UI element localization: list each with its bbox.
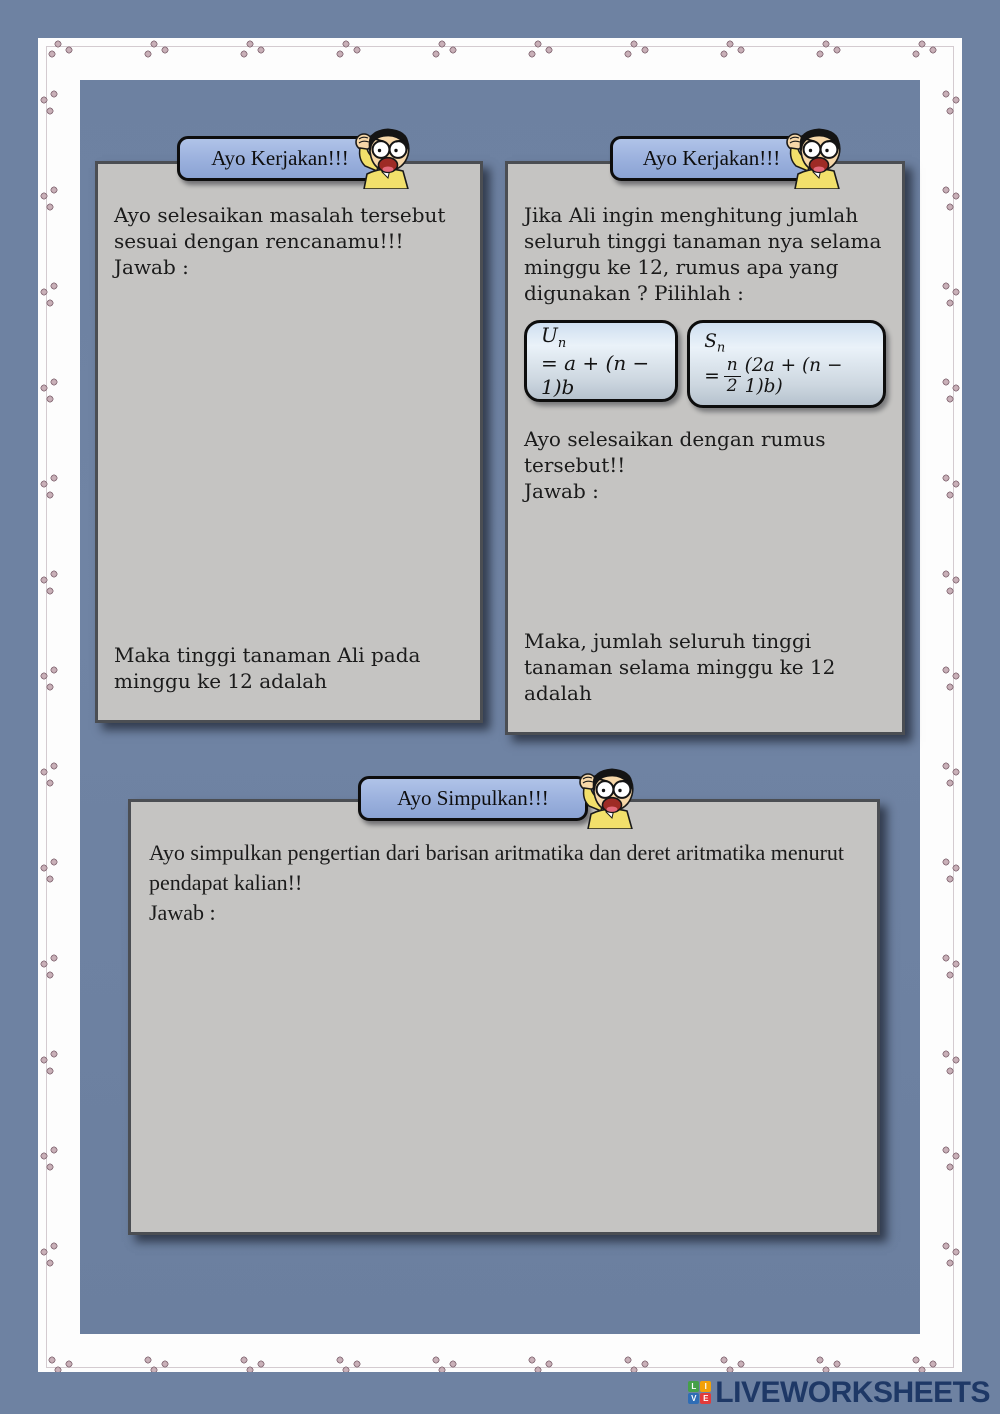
left-answer-label: Jawab : [114,255,189,279]
tile-i: I [700,1381,711,1392]
dot-pattern-top [38,38,962,80]
conclusion-prompt: Ayo simpulkan pengertian dari barisan aritmatika dan deret aritmatika menurut pendapat kalian!! [149,840,845,895]
banner-ayo-simpulkan [358,776,588,821]
left-conclusion-text: Maka tinggi tanaman Ali pada minggu ke 12 adalah [114,643,421,693]
formula-choices [524,320,886,408]
fraction: $\frac{n}{2}$ [724,357,741,396]
formula-un-line1: $U_n$ [541,323,567,351]
conclusion-panel [128,799,880,1235]
conclusion-answer-label: Jawab : [149,900,216,925]
right-task-panel [505,161,905,735]
left-answer-area[interactable] [114,280,464,642]
banner-right-label: Ayo Kerjakan!!! [642,146,781,170]
formula-option-un-button[interactable] [524,320,678,402]
right-solve-prompt: Ayo selesaikan dengan rumus tersebut!! [524,427,826,477]
formula-sn-line1: $S_n$ [704,330,726,356]
tile-l: L [688,1381,699,1392]
formula-un-line2: = a + (n − 1)b [541,351,650,399]
banner-left-label: Ayo Kerjakan!!! [211,146,349,170]
left-task-prompt: Ayo selesaikan masalah tersebut sesuai dengan rencanamu!!! [114,203,446,253]
formula-option-sn-button[interactable] [687,320,886,408]
brand-text: LIVEWORKSHEETS [715,1376,990,1409]
nobita-character-icon [351,125,411,189]
right-conclusion-text: Maka, jumlah seluruh tinggi tanaman selama minggu ke 12 adalah [524,629,836,705]
conclusion-answer-area[interactable] [149,928,859,1218]
left-task-panel [95,161,483,723]
liveworksheets-logo[interactable] [688,1376,990,1410]
right-task-prompt: Jika Ali ingin menghitung jumlah seluruh tinggi tanaman nya selama minggu ke 12, rumus apa yang digunakan ? Pilihlah : [524,203,882,305]
liveworksheets-tiles-icon [688,1381,711,1404]
right-answer-area[interactable] [524,504,886,628]
right-answer-label: Jawab : [524,479,599,503]
formula-sn-line2: = $\frac{n}{2}$ (2a + (n − 1)b) [704,355,843,398]
banner-bottom-label: Ayo Simpulkan!!! [397,786,549,810]
tile-e: E [700,1393,711,1404]
tile-v: V [688,1393,699,1404]
nobita-character-icon [782,125,842,189]
nobita-character-icon [575,765,635,829]
dot-pattern-right [920,80,962,1334]
dot-pattern-bottom [38,1334,962,1376]
dot-pattern-left [38,80,80,1334]
footer-bar [0,1372,1000,1414]
